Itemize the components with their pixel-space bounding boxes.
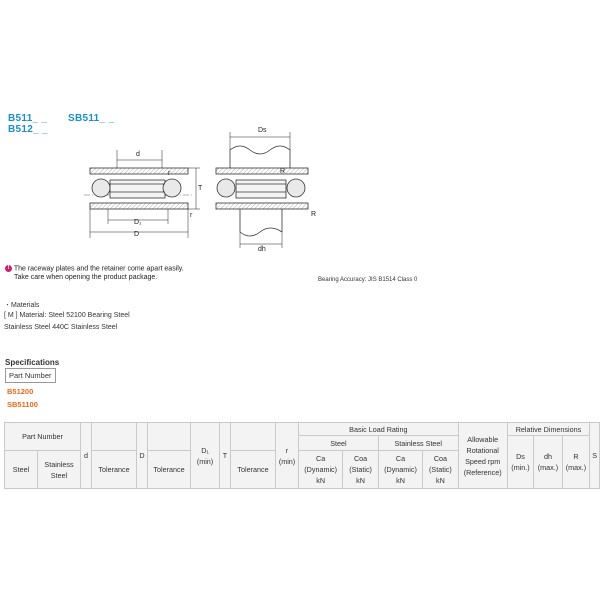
label-r-right: r [190,212,193,219]
th-stainless-steel: Stainless Steel [38,451,81,489]
th-stainless-coa: Coa (Static) kN [423,451,459,489]
th-D-tolerance: Tolerance [148,451,191,489]
note-line-1: The raceway plates and the retainer come apart easily. [13,265,184,273]
label-D: D [134,231,140,238]
th-dh-max: dh (max.) [534,436,562,489]
th-T: T [220,423,231,489]
label-d: d [136,151,140,158]
th-d: d [81,423,92,489]
th-steel: Steel [5,451,38,489]
label-Ds: Ds [258,127,267,134]
th-R-max: R (max.) [562,436,590,489]
label-D1: D₁ [134,219,142,226]
th-r-min: r (min) [276,423,299,489]
bearing-dimension-diagram [80,120,340,255]
warning-circle-icon: ! [5,265,12,272]
label-dh: dh [258,246,266,253]
left-bearing-section [84,168,192,209]
th-cut-column: S [590,423,600,489]
materials-heading: ・Materials [4,302,40,309]
th-ds-min: Ds (min.) [507,436,534,489]
th-part-number: Part Number [5,423,81,451]
part-number-link-2[interactable]: SB51100 [7,400,38,409]
th-steel-ca: Ca (Dynamic) kN [299,451,343,489]
label-R-top: R [280,168,286,175]
materials-line-1: [ M ] Material: Steel 52100 Bearing Steel [4,312,130,319]
note-line-2: Take care when opening the product package. [14,274,158,281]
label-r-top: r [168,170,171,177]
series-code-b511: B511_ _ [8,113,48,124]
bearing-accuracy: Bearing Accuracy: JIS B1514 Class 0 [318,277,418,283]
th-allowable-speed: Allowable Rotational Speed rpm (Reference) [458,423,507,489]
specifications-table [4,422,600,489]
th-steel-group: Steel [299,436,379,451]
th-stainless-ca: Ca (Dynamic) kN [378,451,422,489]
label-T: T [198,185,203,192]
label-R-right: R [311,211,317,218]
th-relative-dimensions: Relative Dimensions [507,423,590,436]
specifications-title: Specifications [5,358,60,367]
part-number-link-1[interactable]: B51200 [7,387,34,396]
th-basic-load-rating: Basic Load Rating [299,423,459,436]
part-number-button[interactable]: Part Number [5,368,56,383]
handling-note [5,265,184,272]
th-D1-min: D₁ (min) [191,423,220,489]
th-stainless-steel-group: Stainless Steel [378,436,458,451]
series-code-b512: B512_ _ [8,124,48,135]
th-D: D [137,423,148,489]
series-code-sb511: SB511_ _ [68,113,115,124]
materials-line-2: Stainless Steel 440C Stainless Steel [4,324,118,331]
th-steel-coa: Coa (Static) kN [343,451,379,489]
th-d-tolerance: Tolerance [92,451,137,489]
th-T-tolerance: Tolerance [231,451,276,489]
right-bearing-mounting [216,146,308,236]
